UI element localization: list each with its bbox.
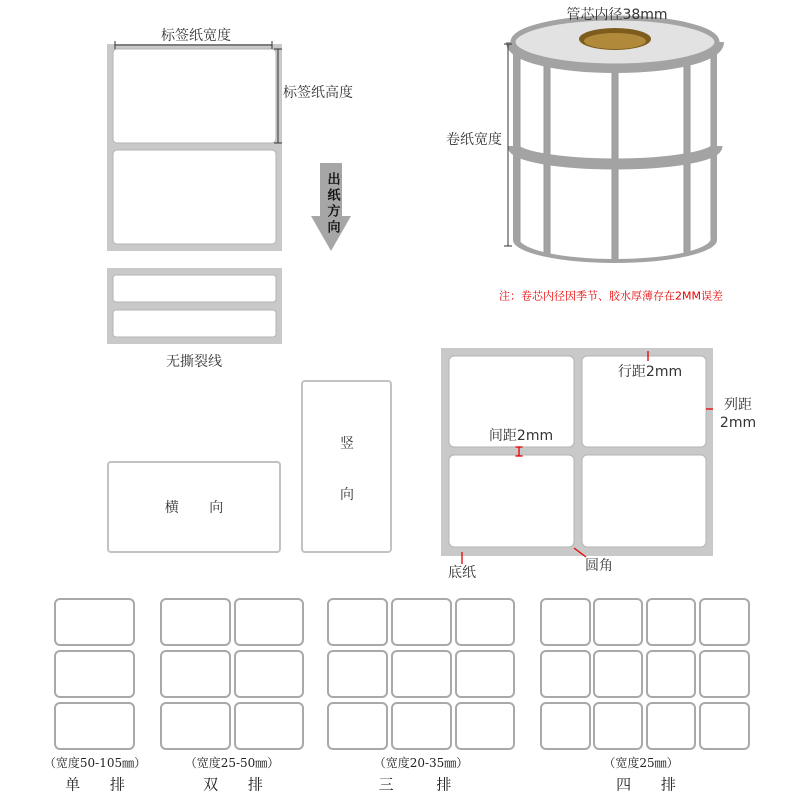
layout-label	[594, 703, 642, 749]
layout-label	[328, 651, 387, 697]
layout-label	[161, 651, 230, 697]
layout-label	[594, 651, 642, 697]
layout-label	[235, 703, 303, 749]
quad-row-width-range: （宽度25㎜）	[603, 756, 679, 770]
label-width-caption: 标签纸宽度	[161, 28, 231, 44]
layout-label	[235, 651, 303, 697]
layout-label	[700, 651, 749, 697]
double-row-name: 双 排	[203, 775, 263, 794]
layout-label	[647, 703, 695, 749]
layout-label	[55, 599, 134, 645]
layout-label	[55, 651, 134, 697]
column-spacing-value: 2mm	[719, 415, 757, 431]
layout-label	[392, 599, 451, 645]
roll-width-dimension	[504, 44, 512, 246]
triple-row-layout	[328, 599, 514, 749]
strip-label	[113, 275, 276, 302]
layout-label	[328, 599, 387, 645]
roll-width-caption: 卷纸宽度	[446, 132, 502, 148]
layout-label	[647, 599, 695, 645]
layout-label	[161, 599, 230, 645]
quad-row-layout	[541, 599, 749, 749]
feed-direction-label: 出纸方向	[324, 172, 340, 236]
landscape-caption: 横 向	[164, 500, 224, 516]
layout-label	[700, 703, 749, 749]
layout-label	[161, 703, 230, 749]
core-diameter-caption: 管芯内径38mm	[566, 7, 668, 23]
label-strip	[107, 44, 282, 251]
core-tolerance-note: 注：卷芯内径因季节、胶水厚薄存在2MM误差	[499, 289, 723, 303]
diagram-label	[449, 455, 574, 547]
layout-label	[392, 651, 451, 697]
triple-row-name: 三 排	[378, 775, 452, 794]
backing-paper-caption: 底纸	[448, 565, 476, 581]
portrait-caption: 竖 向	[338, 435, 354, 501]
single-row-name: 单 排	[65, 775, 125, 794]
single-row-width-range: （宽度50-105㎜）	[43, 756, 147, 770]
no-tear-line-caption: 无撕裂线	[166, 354, 222, 370]
layout-label	[456, 703, 514, 749]
layout-label	[328, 703, 387, 749]
layout-label	[235, 599, 303, 645]
single-row-layout	[55, 599, 134, 749]
no-tear-line-strip	[107, 268, 282, 344]
layout-label	[456, 599, 514, 645]
column-spacing-caption: 列距	[724, 397, 752, 413]
layout-label	[647, 651, 695, 697]
quad-row-name: 四 排	[616, 775, 676, 794]
strip-label	[113, 310, 276, 337]
roll-core-inner	[584, 33, 646, 49]
label-height-caption: 标签纸高度	[283, 85, 353, 101]
triple-row-width-range: （宽度20-35㎜）	[373, 756, 469, 770]
gap-caption: 间距2mm	[488, 428, 554, 444]
layout-label	[700, 599, 749, 645]
strip-label	[113, 49, 276, 143]
layout-label	[541, 651, 590, 697]
double-row-layout	[161, 599, 303, 749]
layout-label	[392, 703, 451, 749]
layout-label	[456, 651, 514, 697]
layout-label	[55, 703, 134, 749]
double-row-width-range: （宽度25-50㎜）	[184, 756, 280, 770]
row-spacing-caption: 行距2mm	[617, 364, 683, 380]
rounded-corner-caption: 圆角	[585, 558, 613, 574]
layout-label	[541, 599, 590, 645]
layout-label	[541, 703, 590, 749]
strip-label	[113, 150, 276, 244]
layout-label	[594, 599, 642, 645]
diagram-label	[582, 455, 706, 547]
paper-roll	[513, 18, 717, 276]
